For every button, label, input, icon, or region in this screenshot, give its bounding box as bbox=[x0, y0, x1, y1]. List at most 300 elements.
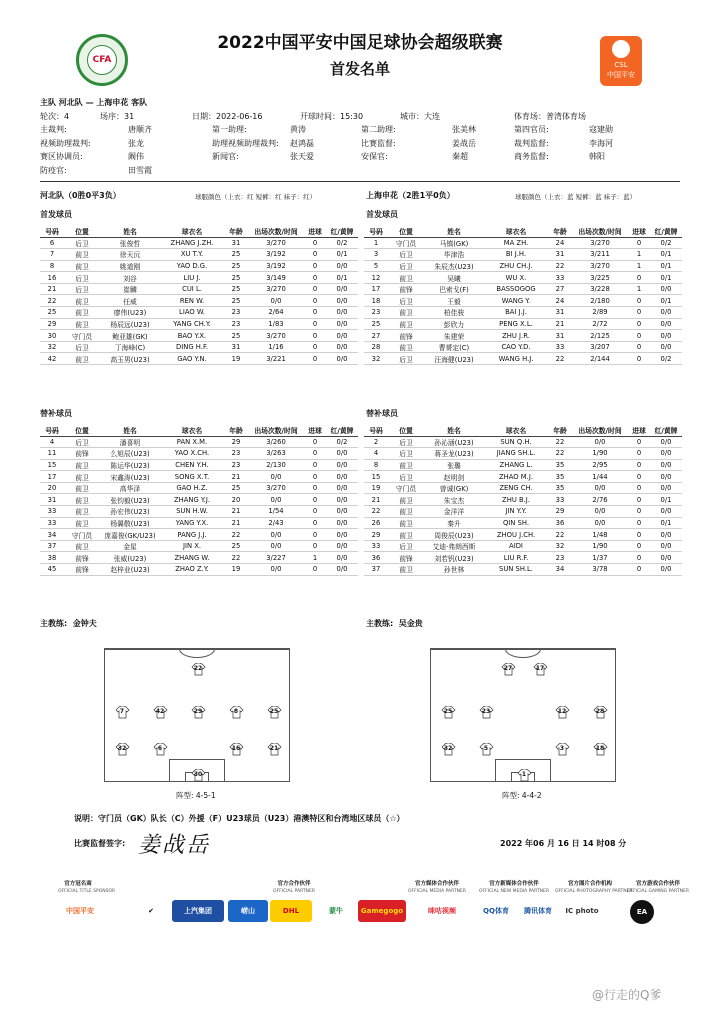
table-cell: 22 bbox=[548, 260, 572, 272]
table-cell: 后卫 bbox=[388, 436, 424, 448]
table-cell: 0 bbox=[628, 482, 650, 494]
table-cell: 0/0 bbox=[326, 482, 358, 494]
player-shirt-icon bbox=[555, 706, 570, 719]
table-cell: 0 bbox=[628, 341, 650, 353]
table-row bbox=[364, 330, 682, 342]
table-cell: 37 bbox=[40, 540, 64, 552]
table-cell: 33 bbox=[548, 494, 572, 506]
away-coach-name: 吴金贵 bbox=[398, 619, 423, 628]
table-cell: ZHAO M.J. bbox=[484, 471, 548, 483]
table-cell: 1/16 bbox=[248, 341, 304, 353]
table-row bbox=[40, 517, 358, 529]
page-title: 2022中国平安中国足球协会超级联赛 bbox=[217, 33, 503, 53]
table-cell: 0/0 bbox=[248, 494, 304, 506]
shirt-number: 25 bbox=[443, 707, 453, 715]
shirt-number: 21 bbox=[269, 744, 279, 752]
sponsor-logo: 蒙牛 bbox=[316, 900, 356, 922]
official-role: 主裁判: bbox=[40, 125, 67, 134]
table-cell: 0 bbox=[304, 436, 326, 448]
table-cell: 8 bbox=[40, 260, 64, 272]
home-subs-table bbox=[40, 424, 358, 576]
table-cell: 前卫 bbox=[388, 459, 424, 471]
official-name: 赵鸿磊 bbox=[290, 138, 314, 148]
table-cell: 38 bbox=[40, 552, 64, 564]
table-cell: 0 bbox=[628, 540, 650, 552]
table-cell: LIU R.F. bbox=[484, 552, 548, 564]
table-cell: 0 bbox=[628, 237, 650, 249]
table-cell: 后卫 bbox=[388, 249, 424, 261]
table-cell: 25 bbox=[224, 540, 248, 552]
table-cell: 前卫 bbox=[64, 307, 100, 319]
column-header: 位置 bbox=[388, 424, 424, 436]
shirt-number: 6 bbox=[157, 744, 163, 752]
table-cell: 张威(U23) bbox=[100, 552, 160, 564]
table-cell: 巴索戈(F) bbox=[424, 283, 484, 295]
shirt-number: 12 bbox=[557, 707, 567, 715]
table-cell: 2/43 bbox=[248, 517, 304, 529]
table-cell: 赵梓业(U23) bbox=[100, 564, 160, 576]
table-cell: 0/0 bbox=[650, 552, 682, 564]
column-header: 年龄 bbox=[548, 225, 572, 237]
official-role: 第二助理: bbox=[361, 125, 396, 134]
table-cell: 0/1 bbox=[650, 295, 682, 307]
table-cell: 36 bbox=[548, 517, 572, 529]
column-header: 姓名 bbox=[100, 225, 160, 237]
away-starters-table bbox=[364, 225, 682, 365]
table-cell: 徐天沅 bbox=[100, 249, 160, 261]
table-cell: 前卫 bbox=[388, 307, 424, 319]
table-cell: 前锋 bbox=[388, 552, 424, 564]
table-cell: 2/72 bbox=[572, 318, 628, 330]
table-cell: JIN X. bbox=[160, 540, 224, 552]
table-row bbox=[364, 482, 682, 494]
table-row bbox=[40, 552, 358, 564]
table-cell: 22 bbox=[548, 448, 572, 460]
column-header: 号码 bbox=[40, 225, 64, 237]
table-cell: 前卫 bbox=[64, 540, 100, 552]
official-role: 新闻官: bbox=[212, 152, 239, 161]
center-circle bbox=[505, 640, 541, 658]
table-cell: 1/83 bbox=[248, 318, 304, 330]
table-row bbox=[364, 353, 682, 365]
table-cell: 25 bbox=[40, 307, 64, 319]
table-cell: 27 bbox=[548, 283, 572, 295]
table-cell: 0/0 bbox=[326, 529, 358, 541]
column-header: 出场次数/时间 bbox=[248, 225, 304, 237]
table-cell: 22 bbox=[224, 552, 248, 564]
column-header: 红/黄牌 bbox=[650, 424, 682, 436]
sponsor-logo: EA bbox=[630, 900, 654, 924]
table-cell: 前卫 bbox=[64, 506, 100, 518]
table-cell: 后卫 bbox=[388, 353, 424, 365]
table-cell: 2/130 bbox=[248, 459, 304, 471]
table-cell: ZHANG W. bbox=[160, 552, 224, 564]
table-cell: 19 bbox=[364, 482, 388, 494]
table-cell: 0/0 bbox=[326, 341, 358, 353]
table-cell: 0/1 bbox=[326, 249, 358, 261]
table-cell: 前卫 bbox=[388, 341, 424, 353]
player-shirt-icon bbox=[191, 663, 206, 676]
shirt-number: 16 bbox=[231, 744, 241, 752]
table-cell: 31 bbox=[548, 307, 572, 319]
signature-label: 比赛监督签字: bbox=[74, 839, 126, 848]
table-cell: 0 bbox=[628, 318, 650, 330]
table-row bbox=[40, 448, 358, 460]
column-header: 位置 bbox=[64, 424, 100, 436]
column-header: 红/黄牌 bbox=[326, 225, 358, 237]
table-row bbox=[364, 272, 682, 284]
table-cell: 22 bbox=[364, 506, 388, 518]
table-cell: JIANG SH.L. bbox=[484, 448, 548, 460]
table-cell: 2/180 bbox=[572, 295, 628, 307]
table-cell: 20 bbox=[40, 482, 64, 494]
player-shirt-icon bbox=[555, 743, 570, 756]
table-row bbox=[40, 564, 358, 576]
table-cell: 前卫 bbox=[388, 517, 424, 529]
table-cell: 后卫 bbox=[388, 260, 424, 272]
table-cell: 6 bbox=[40, 237, 64, 249]
officials bbox=[40, 124, 680, 178]
table-cell: 姚道刚 bbox=[100, 260, 160, 272]
player-shirt-icon bbox=[593, 706, 608, 719]
table-row bbox=[364, 249, 682, 261]
away-coach-label: 主教练: bbox=[366, 619, 394, 628]
table-cell: 33 bbox=[548, 272, 572, 284]
table-cell: 后卫 bbox=[388, 540, 424, 552]
table-cell: 34 bbox=[40, 529, 64, 541]
table-cell: 后卫 bbox=[64, 283, 100, 295]
table-cell: GAO H.Z. bbox=[160, 482, 224, 494]
table-cell: 后卫 bbox=[388, 471, 424, 483]
player-shirt-icon bbox=[115, 706, 130, 719]
table-cell: 5 bbox=[364, 260, 388, 272]
player-shirt-icon bbox=[517, 769, 532, 782]
table-cell: 前卫 bbox=[64, 471, 100, 483]
table-cell: 0/0 bbox=[326, 330, 358, 342]
away-formation-pitch bbox=[430, 648, 616, 782]
table-row bbox=[40, 249, 358, 261]
player-shirt-icon bbox=[267, 743, 282, 756]
table-cell: 0/0 bbox=[650, 540, 682, 552]
table-cell: 0/0 bbox=[650, 307, 682, 319]
table-cell: 0 bbox=[304, 540, 326, 552]
column-header: 球衣名 bbox=[484, 424, 548, 436]
away-subs-label: 替补球员 bbox=[366, 409, 398, 418]
table-row bbox=[40, 482, 358, 494]
sponsor-category-sublabel: OFFICIAL PARTNER bbox=[273, 889, 315, 894]
column-header: 进球 bbox=[628, 424, 650, 436]
shirt-number: 1 bbox=[521, 770, 527, 778]
table-cell: 0 bbox=[628, 552, 650, 564]
table-cell: 22 bbox=[40, 295, 64, 307]
table-cell: 0 bbox=[304, 482, 326, 494]
table-cell: 3/227 bbox=[248, 552, 304, 564]
table-header-row bbox=[364, 424, 682, 436]
table-row bbox=[364, 471, 682, 483]
official-name: 姜战岳 bbox=[452, 138, 476, 148]
table-cell: 王毅 bbox=[424, 295, 484, 307]
column-header: 姓名 bbox=[424, 225, 484, 237]
table-cell: 后卫 bbox=[388, 448, 424, 460]
table-cell: 0/0 bbox=[326, 471, 358, 483]
shirt-number: 32 bbox=[443, 744, 453, 752]
table-cell: BAI J.J. bbox=[484, 307, 548, 319]
player-shirt-icon bbox=[229, 743, 244, 756]
kickoff-time: 开球时间：15:30 bbox=[300, 111, 364, 121]
table-cell: 0/0 bbox=[326, 459, 358, 471]
player-shirt-icon bbox=[229, 706, 244, 719]
official-name: 张美林 bbox=[452, 125, 476, 134]
table-cell: 前卫 bbox=[64, 494, 100, 506]
table-cell: 张钧毅(U23) bbox=[100, 494, 160, 506]
table-cell: 25 bbox=[224, 295, 248, 307]
official-name: 张天爱 bbox=[290, 152, 314, 161]
table-cell: 3/270 bbox=[248, 237, 304, 249]
table-cell: 0/0 bbox=[326, 448, 358, 460]
column-header: 年龄 bbox=[224, 424, 248, 436]
shirt-number: 22 bbox=[193, 664, 203, 672]
column-header: 球衣名 bbox=[484, 225, 548, 237]
table-cell: LIAO W. bbox=[160, 307, 224, 319]
table-cell: 0/0 bbox=[248, 564, 304, 576]
table-cell: 28 bbox=[364, 341, 388, 353]
table-cell: 0 bbox=[304, 283, 326, 295]
away-starters-label: 首发球员 bbox=[366, 210, 398, 219]
table-cell: 杨翼敬(U23) bbox=[100, 517, 160, 529]
table-cell: 2/64 bbox=[248, 307, 304, 319]
officials-row bbox=[40, 124, 680, 138]
table-cell: 3/263 bbox=[248, 448, 304, 460]
table-cell: ZHANG J.ZH. bbox=[160, 237, 224, 249]
column-header: 姓名 bbox=[424, 424, 484, 436]
table-cell: 33 bbox=[548, 341, 572, 353]
official-name: 黄涛 bbox=[290, 125, 306, 134]
table-cell: 32 bbox=[40, 341, 64, 353]
table-cell: LIU J. bbox=[160, 272, 224, 284]
column-header: 出场次数/时间 bbox=[572, 424, 628, 436]
table-cell: 24 bbox=[548, 295, 572, 307]
sponsor-category-sublabel: OFFICIAL TITLE SPONSOR bbox=[58, 889, 116, 894]
table-cell: 26 bbox=[364, 517, 388, 529]
table-cell: 汪海健(U23) bbox=[424, 353, 484, 365]
sponsor-category-label: 官方媒体合作伙伴 OFFICIAL MEDIA PARTNER bbox=[402, 881, 472, 895]
table-cell: 2/89 bbox=[572, 307, 628, 319]
table-cell: 19 bbox=[224, 564, 248, 576]
table-header-row bbox=[364, 225, 682, 237]
sponsor-logo: IC photo bbox=[560, 900, 604, 922]
shirt-number: 5 bbox=[483, 744, 489, 752]
legend: 说明：守门员（GK）队长（C）外援（F）U23球员（U23）港澳特区和台湾地区球员（☆） bbox=[74, 814, 405, 823]
table-cell: 后卫 bbox=[64, 237, 100, 249]
table-cell: 18 bbox=[364, 295, 388, 307]
table-row bbox=[364, 564, 682, 576]
shirt-number: 27 bbox=[503, 664, 513, 672]
table-row bbox=[364, 295, 682, 307]
cfa-logo-text: CFA bbox=[87, 45, 117, 75]
table-cell: 3/270 bbox=[572, 260, 628, 272]
column-header: 年龄 bbox=[224, 225, 248, 237]
away-formation: 阵型: 4-4-2 bbox=[502, 791, 542, 800]
table-cell: SUN H.W. bbox=[160, 506, 224, 518]
table-cell: 21 bbox=[40, 283, 64, 295]
table-cell: 0 bbox=[628, 272, 650, 284]
table-cell: 0/2 bbox=[326, 237, 358, 249]
table-cell: 0 bbox=[628, 517, 650, 529]
table-cell: 孙沁涵(U23) bbox=[424, 436, 484, 448]
table-cell: 高玉男(U23) bbox=[100, 353, 160, 365]
signature: 姜战岳 bbox=[138, 833, 211, 858]
shirt-number: 23 bbox=[481, 707, 491, 715]
table-cell: 31 bbox=[40, 494, 64, 506]
table-cell: 0 bbox=[304, 237, 326, 249]
table-cell: 0 bbox=[304, 260, 326, 272]
table-cell: ZHANG Y.J. bbox=[160, 494, 224, 506]
table-cell: 0/2 bbox=[650, 237, 682, 249]
table-cell: 0 bbox=[304, 353, 326, 365]
table-cell: 陈运华(U23) bbox=[100, 459, 160, 471]
table-cell: 32 bbox=[548, 540, 572, 552]
official-role: 裁判监督: bbox=[514, 138, 549, 148]
table-cell: ZHOU J.CH. bbox=[484, 529, 548, 541]
table-cell: 0/0 bbox=[248, 540, 304, 552]
table-cell: 廖伟(U23) bbox=[100, 307, 160, 319]
column-header: 年龄 bbox=[548, 424, 572, 436]
table-cell: 曾诚(GK) bbox=[424, 482, 484, 494]
table-cell: 3/225 bbox=[572, 272, 628, 284]
table-cell: 1 bbox=[628, 283, 650, 295]
match-number: 场序：31 bbox=[100, 111, 135, 121]
table-cell: 前卫 bbox=[388, 494, 424, 506]
table-cell: 29 bbox=[224, 436, 248, 448]
table-cell: 杨辰远(U23) bbox=[100, 318, 160, 330]
table-cell: 周俊辰(U23) bbox=[424, 529, 484, 541]
sponsor-category-label: 官方图片合作机构 OFFICIAL PHOTOGRAPHY PARTNER bbox=[555, 881, 633, 894]
table-cell: 4 bbox=[40, 436, 64, 448]
official-role: 视频助理裁判: bbox=[40, 138, 91, 148]
table-cell: 1/44 bbox=[572, 471, 628, 483]
home-starters-table bbox=[40, 225, 358, 365]
player-shirt-icon bbox=[191, 706, 206, 719]
table-row bbox=[364, 318, 682, 330]
column-header: 位置 bbox=[388, 225, 424, 237]
column-header: 位置 bbox=[64, 225, 100, 237]
table-cell: 1 bbox=[364, 237, 388, 249]
table-cell: 27 bbox=[364, 330, 388, 342]
table-row bbox=[40, 295, 358, 307]
table-cell: 金星 bbox=[100, 540, 160, 552]
home-starters-label: 首发球员 bbox=[40, 210, 72, 219]
official-name: 田雪霞 bbox=[128, 165, 152, 175]
table-cell: 31 bbox=[224, 237, 248, 249]
table-cell: 0/0 bbox=[326, 517, 358, 529]
table-cell: 0/0 bbox=[248, 471, 304, 483]
table-cell: SUN Q.H. bbox=[484, 436, 548, 448]
column-header: 进球 bbox=[628, 225, 650, 237]
table-cell: GAO Y.N. bbox=[160, 353, 224, 365]
shirt-number: 8 bbox=[233, 707, 239, 715]
header bbox=[0, 0, 720, 96]
official-name: 李海河 bbox=[589, 138, 613, 148]
table-cell: 0 bbox=[628, 471, 650, 483]
table-cell: 0/0 bbox=[650, 564, 682, 576]
column-header: 进球 bbox=[304, 225, 326, 237]
table-cell: 宋鑫涛(U23) bbox=[100, 471, 160, 483]
table-cell: 前卫 bbox=[388, 506, 424, 518]
table-cell: 后卫 bbox=[64, 436, 100, 448]
table-cell: 34 bbox=[548, 564, 572, 576]
shirt-number: 30 bbox=[193, 770, 203, 778]
table-cell: 0/0 bbox=[326, 552, 358, 564]
player-shirt-icon bbox=[153, 706, 168, 719]
table-row bbox=[364, 529, 682, 541]
table-cell: 3/192 bbox=[248, 249, 304, 261]
table-cell: 23 bbox=[548, 552, 572, 564]
table-row bbox=[40, 272, 358, 284]
table-cell: 0/0 bbox=[572, 482, 628, 494]
table-cell: 张璐 bbox=[424, 459, 484, 471]
ball-icon bbox=[612, 40, 630, 58]
table-cell: 前卫 bbox=[388, 272, 424, 284]
sponsor-logo: QQ体育 bbox=[476, 900, 516, 922]
table-cell: 蒋圣龙(U23) bbox=[424, 448, 484, 460]
table-cell: 3/149 bbox=[248, 272, 304, 284]
table-cell: 29 bbox=[364, 529, 388, 541]
table-cell: 0 bbox=[304, 249, 326, 261]
official-name: 唐顺齐 bbox=[128, 125, 152, 134]
table-cell: 21 bbox=[224, 471, 248, 483]
home-coach bbox=[40, 618, 97, 629]
table-cell: 25 bbox=[224, 272, 248, 284]
official-role: 第四官员: bbox=[514, 125, 549, 134]
table-cell: 17 bbox=[40, 471, 64, 483]
table-row bbox=[364, 540, 682, 552]
table-cell: 0/0 bbox=[572, 506, 628, 518]
table-row bbox=[40, 318, 358, 330]
table-cell: SUN SH.L. bbox=[484, 564, 548, 576]
table-row bbox=[364, 260, 682, 272]
table-cell: 0/2 bbox=[326, 436, 358, 448]
column-header: 号码 bbox=[364, 225, 388, 237]
table-cell: 前卫 bbox=[64, 517, 100, 529]
table-cell: 7 bbox=[40, 249, 64, 261]
official-role: 助理视频助理裁判: bbox=[212, 138, 279, 148]
table-row bbox=[364, 506, 682, 518]
table-cell: 0/1 bbox=[326, 272, 358, 284]
table-cell: 17 bbox=[364, 283, 388, 295]
table-cell: 朱宝杰 bbox=[424, 494, 484, 506]
table-cell: 21 bbox=[364, 494, 388, 506]
table-cell: 0/1 bbox=[650, 494, 682, 506]
table-cell: 秦升 bbox=[424, 517, 484, 529]
table-cell: 30 bbox=[40, 330, 64, 342]
table-cell: 吴曦 bbox=[424, 272, 484, 284]
table-cell: 0 bbox=[304, 272, 326, 284]
table-cell: 1/90 bbox=[572, 448, 628, 460]
table-cell: 前卫 bbox=[64, 295, 100, 307]
table-cell: 2/76 bbox=[572, 494, 628, 506]
official-name: 韩阳 bbox=[589, 152, 605, 161]
table-cell: WANG Y. bbox=[484, 295, 548, 307]
table-cell: CUI L. bbox=[160, 283, 224, 295]
table-cell: 艾迪·弗朗西斯 bbox=[424, 540, 484, 552]
table-cell: 后卫 bbox=[64, 341, 100, 353]
table-cell: 前卫 bbox=[388, 318, 424, 330]
column-header: 球衣名 bbox=[160, 225, 224, 237]
table-cell: 0 bbox=[304, 564, 326, 576]
table-cell: AIDI bbox=[484, 540, 548, 552]
table-cell: 0/0 bbox=[650, 459, 682, 471]
shirt-number: 29 bbox=[193, 707, 203, 715]
